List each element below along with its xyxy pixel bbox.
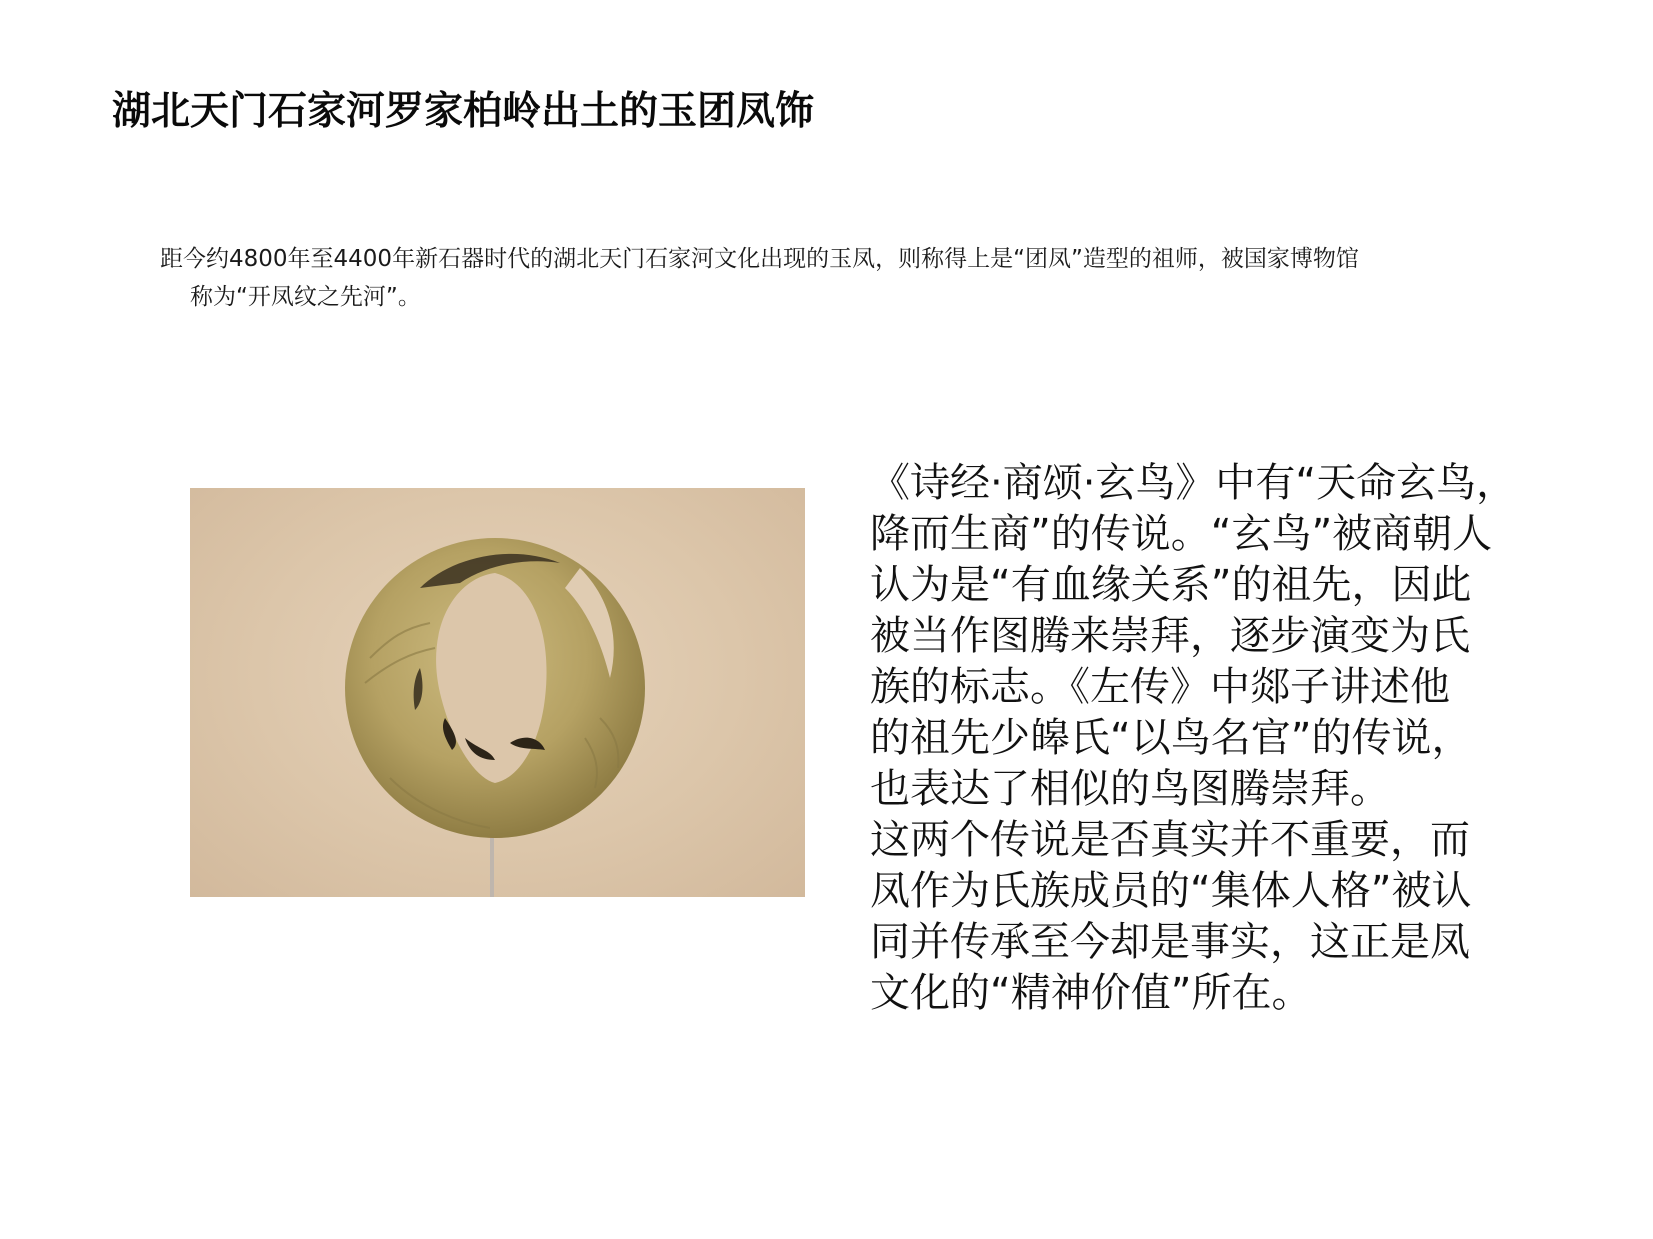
body-line: 同并传承至今却是事实，这正是凤	[870, 919, 1470, 965]
intro-line-2: 称为“开凤纹之先河”。	[190, 284, 421, 310]
body-line: 凤作为氏族成员的“集体人格”被认	[870, 868, 1472, 914]
body-line: 也表达了相似的鸟图腾崇拜。	[870, 766, 1390, 812]
body-line: 的祖先少皞氏“以鸟名官”的传说，	[870, 715, 1472, 761]
intro-line-1: 距今约4800年至4400年新石器时代的湖北天门石家河文化出现的玉凤，则称得上是“团凤”造型的祖师，被国家博物馆	[160, 246, 1359, 272]
jade-phoenix-illustration	[190, 488, 805, 897]
body-line: 被当作图腾来崇拜，逐步演变为氏	[870, 613, 1470, 659]
body-line: 认为是“有血缘关系”的祖先，因此	[870, 562, 1472, 608]
intro-paragraph	[160, 240, 1550, 316]
body-line: 文化的“精神价值”所在。	[870, 970, 1312, 1016]
page-title: 湖北天门石家河罗家柏岭出土的玉团凤饰	[112, 89, 815, 134]
body-line: 《诗经·商颂·玄鸟》中有“天命玄鸟，	[870, 460, 1517, 506]
body-line: 这两个传说是否真实并不重要，而	[870, 817, 1470, 863]
body-paragraph	[870, 458, 1570, 1019]
body-line: 降而生商”的传说。“玄鸟”被商朝人	[870, 511, 1493, 557]
body-line: 族的标志。《左传》中郯子讲述他	[870, 664, 1450, 710]
jade-phoenix-photo	[190, 488, 805, 897]
